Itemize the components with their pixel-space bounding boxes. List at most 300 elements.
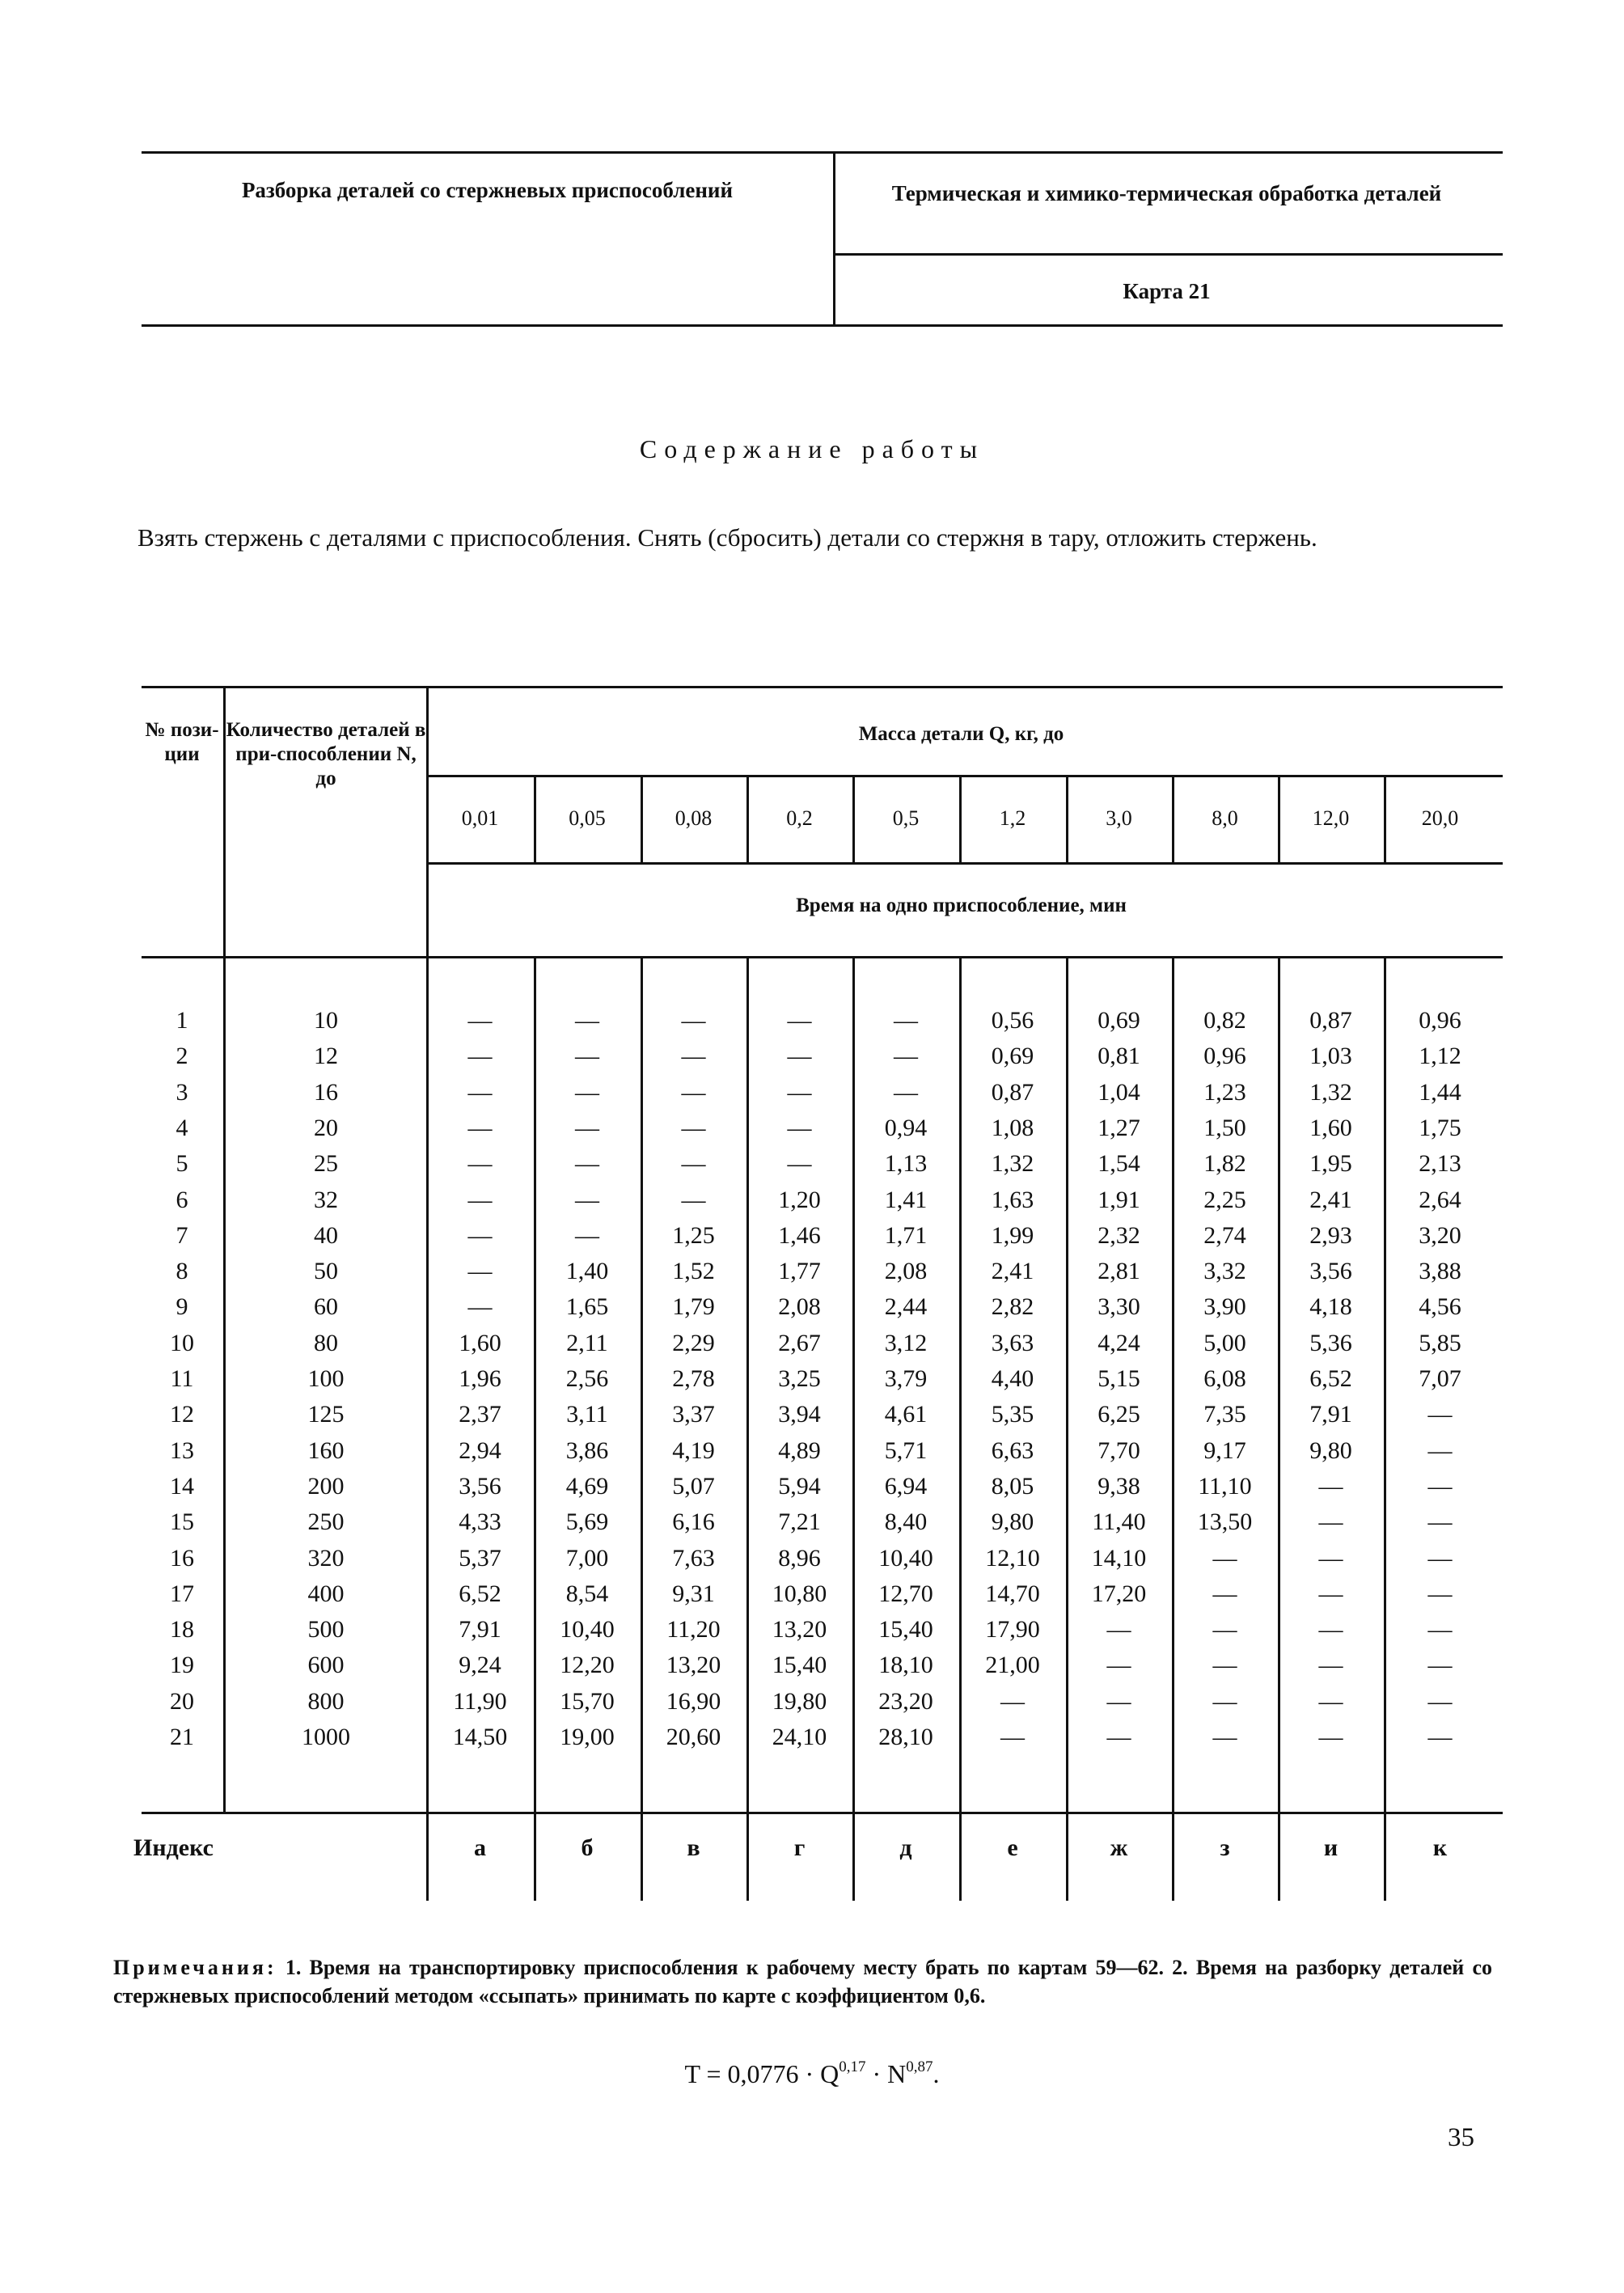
table-cell: — <box>1318 1652 1343 1679</box>
index-label: Индекс <box>133 1834 214 1861</box>
table-cell: 1,99 <box>991 1221 1034 1249</box>
table-cell: — <box>1106 1652 1131 1679</box>
header-right-title: Термическая и химико-термическая обработка деталей <box>891 181 1442 205</box>
table-cell: 28,10 <box>878 1724 933 1750</box>
table-cell: 7,91 <box>1309 1401 1352 1428</box>
table-cell: — <box>575 1078 599 1106</box>
mass-value: 1,2 <box>999 806 1026 830</box>
table-cell: 4,18 <box>1309 1293 1352 1321</box>
table-cell: 1,75 <box>1419 1114 1461 1141</box>
mass-value: 0,08 <box>675 806 713 830</box>
table-cell: — <box>1427 1652 1453 1679</box>
row-quantity: 200 <box>307 1472 345 1500</box>
table-cell: — <box>894 1078 918 1106</box>
table-cell: — <box>575 1043 599 1070</box>
row-quantity: 12 <box>314 1043 338 1070</box>
table-cell: 2,56 <box>565 1365 609 1392</box>
table-cell: 1,46 <box>778 1221 821 1249</box>
table-cell: 1,12 <box>1419 1043 1461 1070</box>
table-cell: 5,35 <box>991 1401 1034 1428</box>
table-cell: 3,56 <box>459 1472 501 1500</box>
table-cell: 0,87 <box>991 1078 1034 1106</box>
table-cell: 1,65 <box>565 1293 609 1321</box>
table-cell: 8,96 <box>778 1544 821 1572</box>
row-position: 19 <box>170 1652 194 1679</box>
mass-value: 0,2 <box>786 806 813 830</box>
table-cell: 6,52 <box>1309 1365 1352 1392</box>
table-cell: 1,13 <box>884 1150 928 1178</box>
row-quantity: 16 <box>314 1078 338 1106</box>
table-cell: 4,24 <box>1097 1329 1140 1356</box>
table-cell: 10,40 <box>560 1616 615 1644</box>
row-quantity: 60 <box>314 1293 338 1321</box>
table-cell: — <box>1318 1724 1343 1750</box>
table-cell: 19,80 <box>772 1687 827 1715</box>
table-cell: 3,37 <box>672 1401 715 1428</box>
table-cell: 9,80 <box>1309 1436 1352 1464</box>
table-cell: 23,20 <box>878 1687 933 1715</box>
row-quantity: 10 <box>314 1007 338 1034</box>
col-header-quantity: Количество деталей в при-способлении N, до <box>226 719 426 789</box>
table-cell: — <box>787 1007 812 1034</box>
table-cell: 1,91 <box>1097 1186 1140 1213</box>
index-value: б <box>581 1834 594 1861</box>
table-cell: — <box>467 1186 493 1213</box>
row-quantity: 250 <box>307 1508 345 1536</box>
row-quantity: 25 <box>314 1150 338 1178</box>
table-cell: — <box>467 1150 493 1178</box>
table-cell: — <box>1106 1724 1131 1750</box>
table-cell: 2,37 <box>459 1401 501 1428</box>
index-rule <box>142 1812 1503 1814</box>
row-position: 17 <box>170 1580 194 1607</box>
table-cell: 17,20 <box>1091 1580 1147 1607</box>
table-cell: 12,70 <box>878 1580 933 1607</box>
table-cell: — <box>1427 1580 1453 1607</box>
table-cell: 11,90 <box>453 1687 507 1715</box>
table-cell: 0,69 <box>991 1043 1034 1070</box>
table-cell: — <box>1212 1652 1237 1679</box>
mass-value: 3,0 <box>1106 806 1132 830</box>
table-cell: 6,08 <box>1203 1365 1246 1392</box>
table-cell: 4,19 <box>672 1436 715 1464</box>
table-cell: 4,61 <box>884 1401 928 1428</box>
table-cell: — <box>1427 1436 1453 1464</box>
index-value: з <box>1220 1834 1230 1861</box>
table-cell: 6,52 <box>459 1580 501 1607</box>
table-cell: 16,90 <box>666 1687 721 1715</box>
row-quantity: 800 <box>307 1687 345 1715</box>
header-bottom-rule <box>142 324 1503 327</box>
table-cell: — <box>1427 1724 1453 1750</box>
table-cell: — <box>1212 1580 1237 1607</box>
table-cell: 1,96 <box>459 1365 501 1392</box>
table-cell: — <box>681 1186 706 1213</box>
mass-value: 20,0 <box>1421 806 1459 830</box>
notes-label: Примечания: <box>113 1956 277 1979</box>
table-cell: — <box>681 1150 706 1178</box>
table-cell: — <box>1000 1687 1025 1715</box>
table-cell: — <box>1427 1544 1453 1572</box>
time-header: Время на одно приспособление, мин <box>796 895 1127 916</box>
index-value: ж <box>1110 1834 1128 1861</box>
table-cell: 12,20 <box>560 1652 615 1679</box>
formula-exp-n: 0,87 <box>906 2058 933 2075</box>
row-position: 15 <box>170 1508 194 1536</box>
table-cell: — <box>467 1078 493 1106</box>
table-cell: — <box>1318 1580 1343 1607</box>
mass-value: 8,0 <box>1212 806 1238 830</box>
table-cell: 1,54 <box>1097 1150 1140 1178</box>
mass-value: 0,05 <box>569 806 606 830</box>
table-cell: 2,44 <box>884 1293 928 1321</box>
table-cell: 9,31 <box>672 1580 715 1607</box>
table-cell: 2,25 <box>1203 1186 1246 1213</box>
card-number: Карта 21 <box>1123 279 1211 303</box>
row-quantity: 50 <box>314 1258 338 1285</box>
table-cell: 1,41 <box>884 1186 928 1213</box>
table-cell: 2,81 <box>1097 1258 1140 1285</box>
table-top-rule <box>142 686 1503 688</box>
table-cell: 0,82 <box>1203 1007 1246 1034</box>
note-1: 1. Время на транспортировку приспособления к рабочему месту брать по картам 59—62. <box>285 1956 1164 1979</box>
table-cell: 1,20 <box>778 1186 821 1213</box>
row-position: 1 <box>176 1007 188 1034</box>
index-value: д <box>899 1834 912 1861</box>
table-cell: 5,15 <box>1097 1365 1140 1392</box>
table-cell: 12,10 <box>985 1544 1040 1572</box>
table-cell: 6,63 <box>991 1436 1034 1464</box>
work-content: Взять стержень с деталями с приспособления. Снять (сбросить) детали со стержня в тару, отложить стержень. <box>137 523 1317 552</box>
table-cell: 0,56 <box>991 1007 1034 1034</box>
table-cell: 2,41 <box>1309 1186 1352 1213</box>
row-position: 18 <box>170 1616 194 1644</box>
table-cell: — <box>575 1221 599 1249</box>
table-cell: 1,63 <box>991 1186 1034 1213</box>
table-cell: — <box>681 1078 706 1106</box>
table-cell: — <box>575 1186 599 1213</box>
table-cell: 2,67 <box>778 1329 821 1356</box>
table-cell: 3,86 <box>565 1436 609 1464</box>
table-cell: — <box>1212 1687 1237 1715</box>
header-divider <box>833 151 835 327</box>
row-quantity: 320 <box>307 1544 345 1572</box>
row-position: 4 <box>176 1114 188 1141</box>
index-value: е <box>1007 1834 1018 1861</box>
formula <box>0 2058 1624 2089</box>
table-cell: 3,90 <box>1203 1293 1246 1321</box>
table-cell: — <box>787 1078 812 1106</box>
row-position: 11 <box>170 1365 194 1392</box>
table-cell: — <box>1427 1687 1453 1715</box>
table-cell: 13,50 <box>1197 1508 1253 1536</box>
table-cell: 5,00 <box>1203 1329 1246 1356</box>
table-cell: 2,29 <box>672 1329 715 1356</box>
row-position: 10 <box>170 1329 194 1356</box>
table-cell: 9,17 <box>1203 1436 1246 1464</box>
table-cell: 1,71 <box>884 1221 928 1249</box>
table-cell: 7,07 <box>1419 1365 1461 1392</box>
table-cell: 0,81 <box>1097 1043 1140 1070</box>
table-cell: — <box>1427 1508 1453 1536</box>
table-cell: 3,94 <box>778 1401 821 1428</box>
row-position: 8 <box>176 1258 188 1285</box>
index-value: в <box>687 1834 700 1861</box>
table-cell: 9,80 <box>991 1508 1034 1536</box>
mass-header: Масса детали Q, кг, до <box>858 723 1064 745</box>
table-cell: 1,52 <box>672 1258 715 1285</box>
table-cell: 13,20 <box>772 1616 827 1644</box>
table-cell: — <box>1318 1544 1343 1572</box>
table-cell: — <box>1427 1616 1453 1644</box>
table-cell: — <box>1318 1472 1343 1500</box>
table-cell: — <box>1000 1724 1025 1750</box>
table-cell: 2,82 <box>991 1293 1034 1321</box>
table-cell: 9,24 <box>459 1652 501 1679</box>
table-cell: 0,69 <box>1097 1007 1140 1034</box>
table-cell: — <box>787 1043 812 1070</box>
table-cell: 2,64 <box>1419 1186 1461 1213</box>
table-cell: — <box>575 1007 599 1034</box>
table-cell: 3,11 <box>566 1401 608 1428</box>
table-cell: 1,79 <box>672 1293 715 1321</box>
notes <box>113 1953 1492 2010</box>
table-cell: 2,11 <box>566 1329 608 1356</box>
row-quantity: 1000 <box>302 1724 350 1750</box>
index-value: а <box>474 1834 486 1861</box>
table-cell: 5,69 <box>565 1508 609 1536</box>
table-cell: 5,85 <box>1419 1329 1461 1356</box>
table-cell: 0,87 <box>1309 1007 1352 1034</box>
table-cell: 3,79 <box>884 1365 928 1392</box>
table-cell: — <box>1212 1544 1237 1572</box>
section-title: Содержание работы <box>639 434 985 463</box>
table-cell: 7,21 <box>778 1508 821 1536</box>
row-quantity: 80 <box>314 1329 338 1356</box>
row-position: 20 <box>170 1687 194 1715</box>
table-cell: 7,91 <box>459 1616 501 1644</box>
table-cell: 6,94 <box>884 1472 928 1500</box>
table-cell: 2,08 <box>884 1258 928 1285</box>
table-cell: — <box>1427 1401 1453 1428</box>
table-cell: — <box>894 1007 918 1034</box>
formula-lead: T = 0,0776 · Q <box>684 2059 839 2088</box>
row-quantity: 40 <box>314 1221 338 1249</box>
mass-value: 12,0 <box>1312 806 1350 830</box>
table-cell: 21,00 <box>985 1652 1040 1679</box>
table-cell: — <box>575 1150 599 1178</box>
table-cell: 1,60 <box>459 1329 501 1356</box>
table-cell: 1,82 <box>1203 1150 1246 1178</box>
note-2: 2. Время на разборку деталей со стержневых приспособлений методом «ссыпать» принимать по карте с коэффициентом 0,6. <box>113 1956 1492 2007</box>
table-cell: — <box>467 1258 493 1285</box>
table-cell: — <box>681 1043 706 1070</box>
table-cell: 8,05 <box>991 1472 1034 1500</box>
table-cell: 10,40 <box>878 1544 933 1572</box>
table-cell: 14,50 <box>452 1724 508 1750</box>
table-cell: 10,80 <box>772 1580 827 1607</box>
header-bottom-rule <box>142 956 1503 958</box>
table-cell: 1,04 <box>1097 1078 1140 1106</box>
row-quantity: 600 <box>307 1652 345 1679</box>
table-cell: — <box>1427 1472 1453 1500</box>
table-cell: 1,25 <box>672 1221 715 1249</box>
table-cell: — <box>787 1114 812 1141</box>
table-cell: 3,12 <box>884 1329 928 1356</box>
table-cell: 17,90 <box>985 1616 1040 1644</box>
table-cell: 7,35 <box>1203 1401 1246 1428</box>
row-quantity: 32 <box>314 1186 338 1213</box>
table-cell: 1,77 <box>778 1258 821 1285</box>
table-cell: — <box>681 1114 706 1141</box>
table-cell: 5,94 <box>778 1472 821 1500</box>
table-cell: 1,23 <box>1203 1078 1246 1106</box>
table-cell: 1,50 <box>1203 1114 1246 1141</box>
table-cell: 7,63 <box>672 1544 715 1572</box>
table-cell: 2,74 <box>1203 1221 1246 1249</box>
table-cell: — <box>1318 1508 1343 1536</box>
table-cell: 2,93 <box>1309 1221 1352 1249</box>
table-cell: 1,95 <box>1309 1150 1352 1178</box>
table-cell: — <box>787 1150 812 1178</box>
mass-header-rule <box>426 775 1503 777</box>
table-cell: — <box>467 1007 493 1034</box>
row-position: 13 <box>170 1436 194 1464</box>
mass-value: 0,01 <box>461 806 499 830</box>
table-cell: 8,40 <box>884 1508 928 1536</box>
table-cell: 15,40 <box>878 1616 933 1644</box>
table-cell: 1,08 <box>991 1114 1034 1141</box>
table-cell: 0,96 <box>1203 1043 1246 1070</box>
row-position: 5 <box>176 1150 188 1178</box>
formula-mid: · N <box>865 2059 907 2088</box>
row-quantity: 400 <box>307 1580 345 1607</box>
table-cell: 2,32 <box>1097 1221 1140 1249</box>
table-cell: 14,70 <box>985 1580 1040 1607</box>
table-cell: 2,13 <box>1419 1150 1461 1178</box>
table-cell: 0,94 <box>884 1114 928 1141</box>
table-cell: 3,30 <box>1097 1293 1140 1321</box>
table-cell: 4,56 <box>1419 1293 1461 1321</box>
table-cell: 18,10 <box>878 1652 933 1679</box>
table-cell: 1,60 <box>1309 1114 1352 1141</box>
table-cell: 15,40 <box>772 1652 827 1679</box>
table-cell: — <box>467 1043 493 1070</box>
table-cell: 5,71 <box>884 1436 928 1464</box>
formula-end: . <box>933 2059 940 2088</box>
table-cell: 5,07 <box>672 1472 715 1500</box>
table-cell: 4,89 <box>778 1436 821 1464</box>
row-position: 9 <box>176 1293 188 1321</box>
table-cell: 4,69 <box>565 1472 609 1500</box>
table-cell: 19,00 <box>560 1724 615 1750</box>
table-cell: 2,78 <box>672 1365 715 1392</box>
table-cell: 15,70 <box>560 1687 615 1715</box>
table-cell: — <box>1318 1616 1343 1644</box>
row-position: 21 <box>170 1724 194 1750</box>
row-quantity: 160 <box>307 1436 345 1464</box>
table-cell: 3,25 <box>778 1365 821 1392</box>
index-value: к <box>1432 1834 1448 1861</box>
row-quantity: 125 <box>307 1401 345 1428</box>
table-cell: — <box>1106 1616 1131 1644</box>
table-cell: 0,96 <box>1419 1007 1461 1034</box>
page-number: 35 <box>1448 2123 1474 2152</box>
table-cell: 5,37 <box>459 1544 501 1572</box>
table-cell: — <box>467 1221 493 1249</box>
table-cell: 5,36 <box>1309 1329 1352 1356</box>
table-cell: 3,63 <box>991 1329 1034 1356</box>
row-quantity: 500 <box>307 1616 345 1644</box>
table-cell: — <box>467 1114 493 1141</box>
index-value: и <box>1323 1834 1339 1861</box>
col-header-position: № пози-ции <box>145 719 219 765</box>
formula-exp-q: 0,17 <box>839 2058 866 2075</box>
table-cell: — <box>894 1043 918 1070</box>
header-top-rule <box>142 151 1503 154</box>
table-cell: 8,54 <box>565 1580 609 1607</box>
table-cell: 1,40 <box>565 1258 609 1285</box>
table-cell: 3,20 <box>1419 1221 1461 1249</box>
table-cell: 9,38 <box>1097 1472 1140 1500</box>
table-cell: 11,40 <box>1092 1508 1146 1536</box>
table-cell: 1,44 <box>1419 1078 1461 1106</box>
table-cell: 1,32 <box>991 1150 1034 1178</box>
table-cell: 13,20 <box>666 1652 721 1679</box>
row-position: 16 <box>170 1544 194 1572</box>
row-position: 6 <box>176 1186 188 1213</box>
table-cell: 2,94 <box>459 1436 501 1464</box>
table-cell: 1,27 <box>1097 1114 1140 1141</box>
row-quantity: 100 <box>307 1365 345 1392</box>
row-position: 7 <box>176 1221 188 1249</box>
table-cell: 2,41 <box>991 1258 1034 1285</box>
header-left-title: Разборка деталей со стержневых приспособлений <box>241 178 734 202</box>
table-cell: 4,40 <box>991 1365 1034 1392</box>
table-cell: 1,03 <box>1309 1043 1352 1070</box>
table-cell: 4,33 <box>459 1508 501 1536</box>
table-cell: 7,70 <box>1097 1436 1140 1464</box>
table-cell: 24,10 <box>772 1724 827 1750</box>
table-cell: — <box>1212 1724 1237 1750</box>
table-cell: 11,20 <box>666 1616 721 1644</box>
table-cell: — <box>1318 1687 1343 1715</box>
row-position: 3 <box>176 1078 188 1106</box>
table-cell: 14,10 <box>1091 1544 1147 1572</box>
table-cell: 3,56 <box>1309 1258 1352 1285</box>
table-cell: 3,88 <box>1419 1258 1461 1285</box>
index-value: г <box>793 1834 806 1861</box>
mass-values-rule <box>426 862 1503 865</box>
row-position: 14 <box>170 1472 194 1500</box>
table-cell: 11,10 <box>1198 1472 1252 1500</box>
table-cell: 20,60 <box>666 1724 721 1750</box>
table-cell: 6,25 <box>1097 1401 1140 1428</box>
table-cell: — <box>681 1007 706 1034</box>
table-cell: 1,32 <box>1309 1078 1352 1106</box>
table-cell: 2,08 <box>778 1293 821 1321</box>
table-cell: 7,00 <box>565 1544 609 1572</box>
table-cell: — <box>1106 1687 1131 1715</box>
table-cell: — <box>575 1114 599 1141</box>
header-mid-rule <box>833 253 1503 256</box>
mass-value: 0,5 <box>892 806 920 830</box>
table-cell: — <box>467 1293 493 1321</box>
row-position: 2 <box>176 1043 188 1070</box>
table-cell: 3,32 <box>1203 1258 1246 1285</box>
table-cell: 6,16 <box>672 1508 715 1536</box>
table-cell: — <box>1212 1616 1237 1644</box>
